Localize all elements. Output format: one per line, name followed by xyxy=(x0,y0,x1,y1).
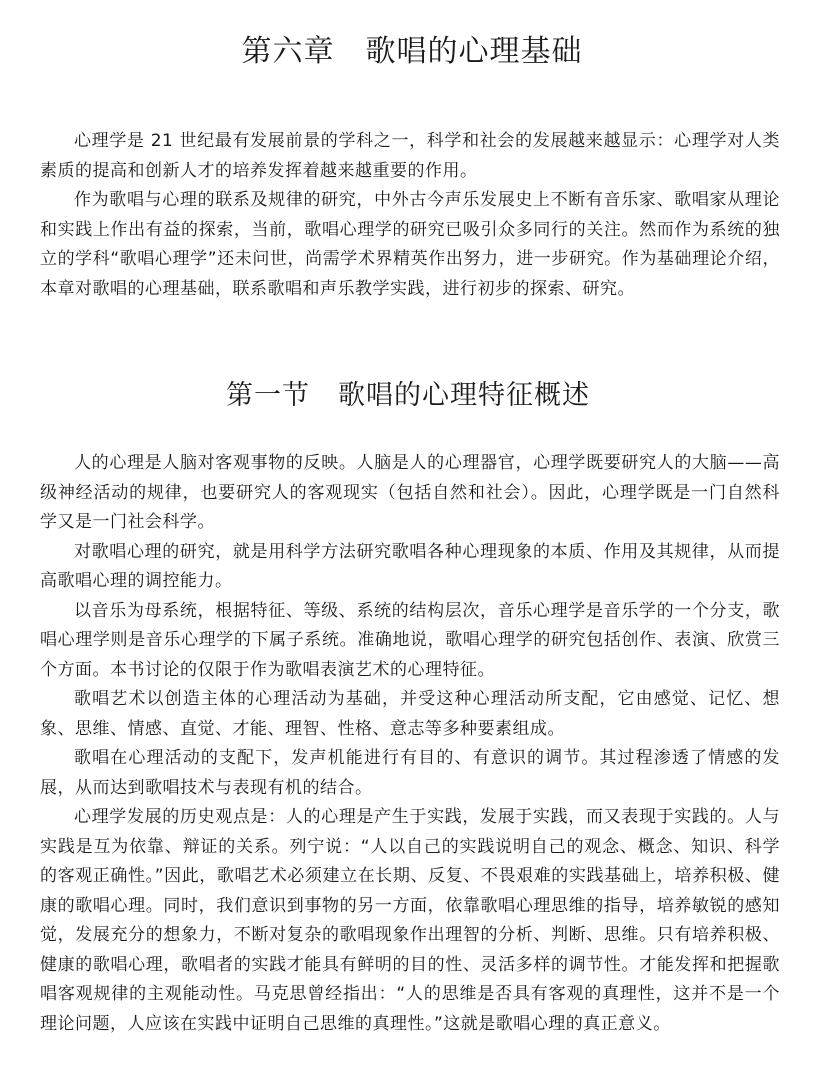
section-title: 第一节 歌唱的心理特征概述 xyxy=(226,380,590,411)
intro-paragraph-1: 心理学是 21 世纪最有发展前景的学科之一，科学和社会的发展越来越显示：心理学对人类素质的提高和创新人才的培养发挥着越来越重要的作用。 xyxy=(40,131,780,181)
section-body xyxy=(40,449,780,1039)
chapter-intro xyxy=(40,127,780,304)
section-paragraph-2: 对歌唱心理的研究，就是用科学方法研究歌唱各种心理现象的本质、作用及其规律，从而提高歌唱心理的调控能力。 xyxy=(40,541,780,591)
section-paragraph-6: 心理学发展的历史观点是：人的心理是产生于实践，发展于实践，而又表现于实践的。人与实践是互为依靠、辩证的关系。列宁说：“人以自己的实践说明自己的观念、概念、知识、科学的客观正确性。”因此，歌唱艺术必须建立在长期、反复、不畏艰难的实践基础上，培养积极、健康的歌唱心理。同时，我们意识到事物的另一方面，依靠歌唱心理思维的指导，培养敏锐的感知觉，发展充分的想象力，不断对复杂的歌唱现象作出理智的分析、判断、思维。只有培养积极、健康的歌唱心理，歌唱者的实践才能具有鲜明的目的性、灵活多样的调节性。才能发挥和把握歌唱客观规律的主观能动性。马克思曾经指出：“人的思维是否具有客观的真理性，这并不是一个理论问题，人应该在实践中证明自己思维的真理性。”这就是歌唱心理的真正意义。 xyxy=(40,807,780,1034)
section-paragraph-5: 歌唱在心理活动的支配下，发声机能进行有目的、有意识的调节。其过程渗透了情感的发展，从而达到歌唱技术与表现有机的结合。 xyxy=(40,748,780,798)
intro-paragraph-2: 作为歌唱与心理的联系及规律的研究，中外古今声乐发展史上不断有音乐家、歌唱家从理论和实践上作出有益的探索，当前，歌唱心理学的研究已吸引众多同行的关注。然而作为系统的独立的学科“歌唱心理学”还未问世，尚需学术界精英作出努力，进一步研究。作为基础理论介绍，本章对歌唱的心理基础，联系歌唱和声乐教学实践，进行初步的探索、研究。 xyxy=(40,190,780,299)
section-paragraph-4: 歌唱艺术以创造主体的心理活动为基础，并受这种心理活动所支配，它由感觉、记忆、想象、思维、情感、直觉、才能、理智、性格、意志等多种要素组成。 xyxy=(40,689,780,739)
section-paragraph-3: 以音乐为母系统，根据特征、等级、系统的结构层次，音乐心理学是音乐学的一个分支，歌唱心理学则是音乐心理学的下属子系统。准确地说，歌唱心理学的研究包括创作、表演、欣赏三个方面。本书讨论的仅限于作为歌唱表演艺术的心理特征。 xyxy=(40,600,780,680)
chapter-title: 第六章 歌唱的心理基础 xyxy=(241,34,583,69)
section-paragraph-1: 人的心理是人脑对客观事物的反映。人脑是人的心理器官，心理学既要研究人的大脑——高级神经活动的规律，也要研究人的客观现实（包括自然和社会）。因此，心理学既是一门自然科学又是一门社会科学。 xyxy=(40,453,780,532)
